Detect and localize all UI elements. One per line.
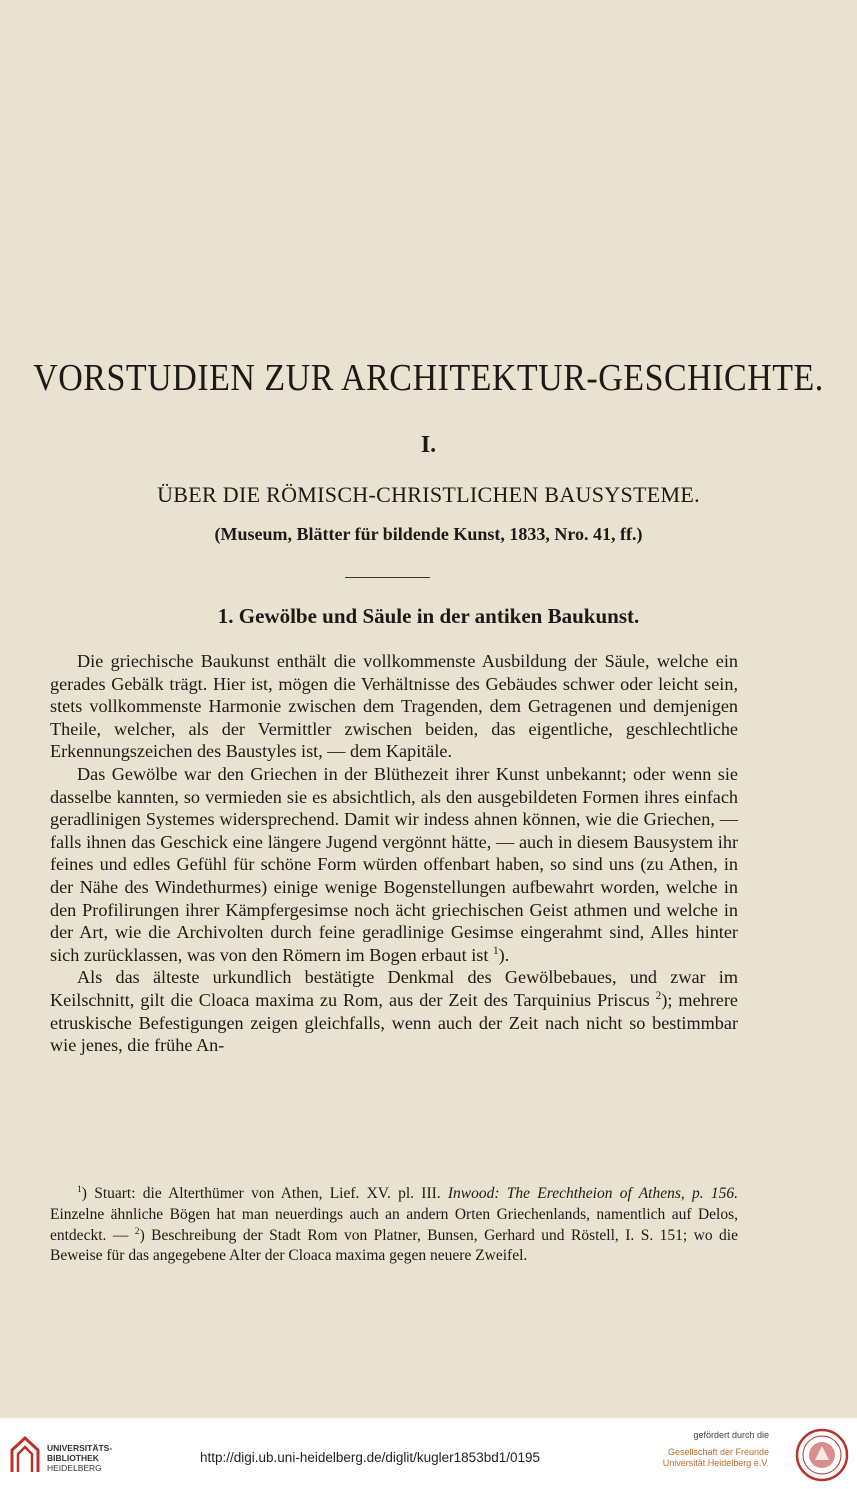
paragraph-3-b: ); mehrere etruskische Befestigungen zeigen gleichfalls, wenn auch der Zeit nach nicht so bestimmbar wie jenes, die frühe An- [50, 989, 738, 1056]
footnote-block [50, 1184, 738, 1267]
paragraph-1: Die griechische Baukunst enthält die vollkommenste Ausbildung der Säule, welche ein gerades Gebälk trägt. Hier ist, mögen die Verhältnisse des Gebäudes schwer oder leicht sein, stets vollkommenste Harmonie zwischen dem Tragenden, dem Getragenen und demjenigen Theile, welcher, als der Vermittler zwischen beiden, das eigentliche, geschlechtliche Erkennungszeichen des Baustyles ist, — dem Kapitäle. [50, 651, 738, 762]
sponsor-line-2: Universität Heidelberg e.V. [662, 1458, 769, 1468]
section-heading: 1. Gewölbe und Säule in der antiken Baukunst. [217, 604, 640, 628]
footnote-2-mark: 2 [134, 1225, 140, 1237]
separator-rule [345, 577, 430, 578]
paragraph-3-a: Als das älteste urkundlich bestätigte Denkmal des Gewölbebaues, und zwar im Keilschnitt, gilt die Cloaca maxima zu Rom, aus der Zeit des Tarquinius Priscus [50, 967, 738, 1010]
paragraph-2 [50, 763, 738, 966]
subtitle: ÜBER DIE RÖMISCH-CHRISTLICHEN BAUSYSTEME. [157, 482, 700, 507]
library-line-3: HEIDELBERG [47, 1463, 102, 1473]
sponsor-pre: gefördert durch die [693, 1430, 769, 1440]
paragraph-3 [50, 966, 738, 1056]
footnotes [50, 1184, 738, 1267]
footnote-1-mark: 1 [77, 1183, 82, 1195]
sponsor-line-1: Gesellschaft der Freunde [667, 1447, 769, 1457]
library-line-1: UNIVERSITÄTS- [47, 1443, 113, 1453]
footnote-2-text: ) Beschreibung der Stadt Rom von Platner, Bunsen, Gerhard und Röstell, I. S. 151; wo die Beweise für das angegebene Alter der Cloaca maxima gegen neuere Zweifel. [50, 1226, 738, 1265]
body-text [50, 650, 738, 1057]
permalink-url[interactable]: http://digi.ub.uni-heidelberg.de/diglit/kugler1853bd1/0195 [200, 1450, 541, 1465]
footnote-1-text-b: Einzelne ähnliche Bögen hat man neuerdings auch an andern Orten Griechenlands, namentlich auf Delos, entdeckt. — [50, 1205, 738, 1244]
main-title: VORSTUDIEN ZUR ARCHITEKTUR-GESCHICHTE. [33, 357, 824, 400]
paragraph-2-main: Das Gewölbe war den Griechen in der Blüthezeit ihrer Kunst unbekannt; oder wenn sie dasselbe kannten, so vermieden sie es absichtlich, als den ausgebildeten Formen ihres einfach geradlinigen Systemes widersprechend. Damit wir indess ahnen können, wie die Griechen, — falls ihnen das Geschick eine längere Jugend vergönnt hätte, — auch in diesem Bausystem ihr feines und edles Gefühl für schöne Form würden offenbart haben, so sind uns (zu Athen, in der Nähe des Windethurmes) einige wenige Bogenstellungen aufbewahrt worden, welche in den Profilirungen ihrer Kämpfergesimse noch ächt griechischen Geist athmen und welche in der Art, wie die Archivolten durch feine geradlinige Gesimse eingerahmt sind, Alles hinter sich zurücklassen, was von den Römern im Bogen erbaut ist [50, 763, 738, 965]
footnote-1-text-a: ) Stuart: die Alterthümer von Athen, Lief. XV. pl. III. [81, 1185, 448, 1202]
source-note: (Museum, Blätter für bildende Kunst, 1833, Nro. 41, ff.) [214, 524, 643, 544]
footer-bar [0, 1418, 857, 1489]
library-logo-icon [8, 1434, 42, 1474]
footnote-ref-1: 1 [492, 944, 499, 957]
library-line-2: BIBLIOTHEK [47, 1453, 99, 1463]
part-number: I. [420, 432, 437, 458]
paragraph-2-end: ). [498, 944, 510, 965]
sponsor-note [663, 1430, 769, 1469]
library-name [47, 1443, 112, 1473]
footnote-ref-2: 2 [655, 989, 662, 1002]
footnote-1-italic: Inwood: The Erechtheion of Athens, p. 156. [447, 1185, 738, 1202]
university-seal-icon [795, 1428, 849, 1482]
